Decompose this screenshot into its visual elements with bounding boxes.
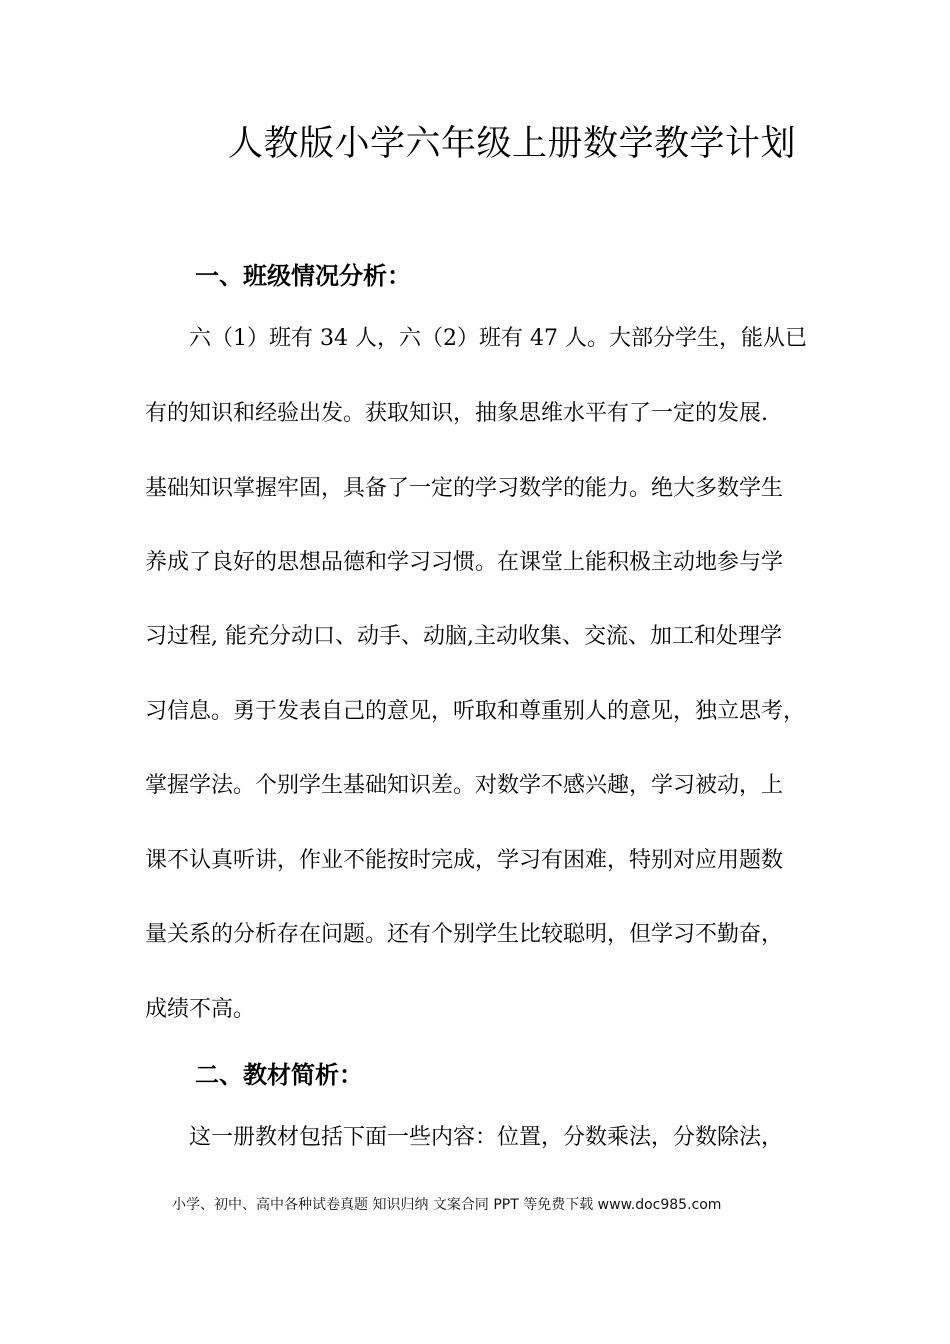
paragraph-line: 有的知识和经验出发。获取知识，抽象思维水平有了一定的发展. (145, 401, 768, 426)
paragraph-line: 这一册教材包括下面一些内容：位置，分数乘法，分数除法， (145, 1125, 784, 1150)
paragraph-line: 养成了良好的思想品德和学习习惯。在课堂上能积极主动地参与学 (145, 550, 784, 575)
section-heading-textbook-analysis: 二、教材简析： (195, 1061, 363, 1089)
paragraph-line: 习信息。勇于发表自己的意见，听取和尊重别人的意见，独立思考， (145, 699, 806, 724)
paragraph-line: 六（1）班有 34 人，六（2）班有 47 人。大部分学生，能从已 (145, 326, 807, 351)
paragraph-line: 基础知识掌握牢固，具备了一定的学习数学的能力。绝大多数学生 (145, 476, 784, 501)
paragraph-line: 课不认真听讲，作业不能按时完成，学习有困难，特别对应用题数 (145, 848, 784, 873)
document-title: 人教版小学六年级上册数学教学计划 (228, 124, 797, 164)
page-footer: 小学、初中、高中各种试卷真题 知识归纳 文案合同 PPT 等免费下载 www.doc985.com (172, 1197, 722, 1213)
section-heading-class-analysis: 一、班级情况分析： (195, 262, 411, 290)
paragraph-line: 习过程, 能充分动口、动手、动脑,主动收集、交流、加工和处理学 (145, 624, 782, 649)
paragraph-line: 成绩不高。 (145, 997, 256, 1022)
paragraph-line: 量关系的分析存在问题。还有个别学生比较聪明，但学习不勤奋， (145, 922, 784, 947)
paragraph-line: 掌握学法。个别学生基础知识差。对数学不感兴趣，学习被动，上 (145, 773, 784, 798)
